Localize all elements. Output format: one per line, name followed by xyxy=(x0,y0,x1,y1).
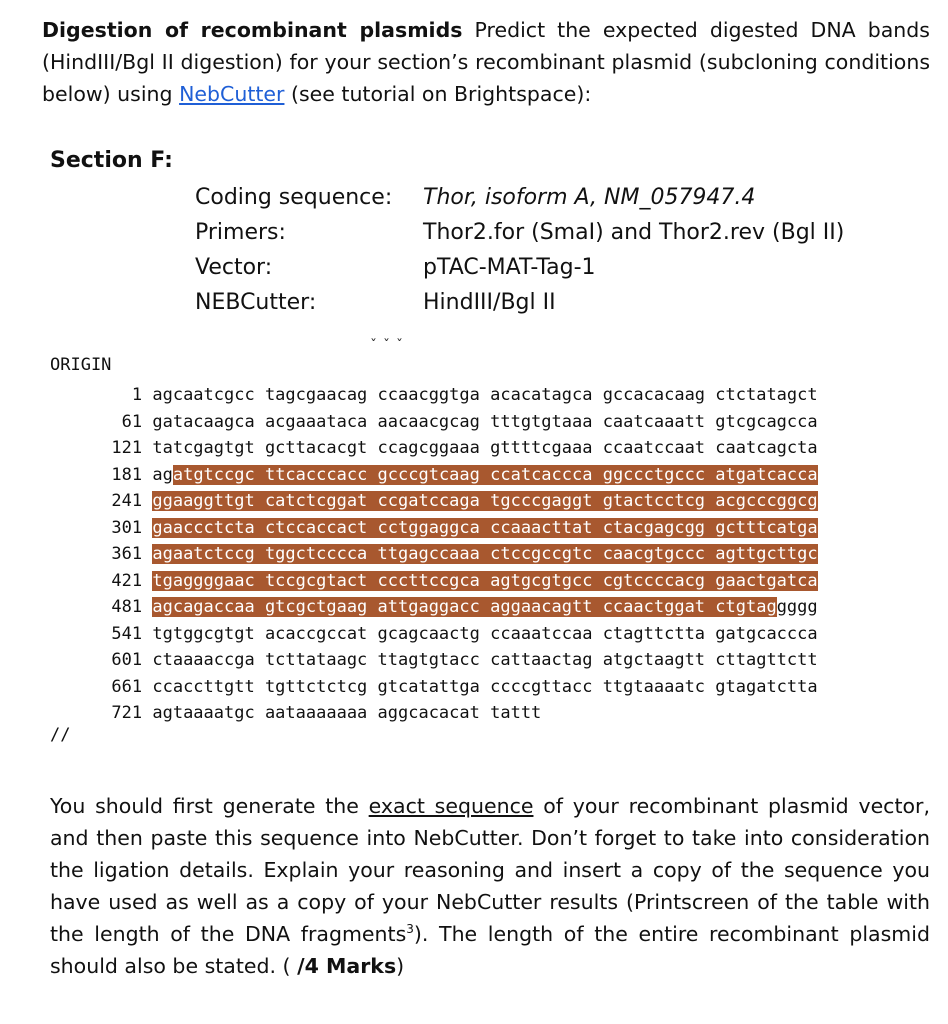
coding-sequence-highlight: ggaaggttgt catctcggat ccgatccaga tgcccgaggt gtactcctcg acgcccggcg xyxy=(152,491,818,511)
sequence-text: ccaccttgtt tgttctctcg gtcatattga ccccgttacc ttgtaaaatc gtagatctta xyxy=(152,676,818,697)
sequence-line xyxy=(50,700,818,727)
sequence-text: gggg xyxy=(776,597,818,617)
task-text: of your recombinant plasmid vector, and then paste this sequence into NebCutter. Don’t forget to take into consideration the ligation details. Explain your reasoning and insert a copy of the sequence you have used as well as a copy of your NebCutter results (Printscreen of the table with the length of the DNA fragments xyxy=(50,794,930,946)
sequence-position: 361 xyxy=(50,544,153,564)
nebcutter-link[interactable]: NebCutter xyxy=(179,82,285,106)
sequence-text: gatacaagca acgaaataca aacaacgcag tttgtgtaaa caatcaaatt gtcgcagcca xyxy=(152,411,818,432)
sequence-line xyxy=(50,435,818,462)
coding-sequence-highlight: agcagaccaa gtcgctgaag attgaggacc aggaacagtt ccaactggat ctgtag xyxy=(152,597,777,617)
dna-sequence-block xyxy=(50,382,818,727)
sequence-position: 721 xyxy=(50,703,153,723)
task-text: You should first generate the xyxy=(50,794,359,818)
sequence-position: 541 xyxy=(50,623,153,644)
info-value: Thor, isoform A, NM_057947.4 xyxy=(423,185,756,210)
sequence-text: ag xyxy=(152,464,173,485)
instructions-paragraph xyxy=(42,14,930,110)
marks-label: /4 Marks xyxy=(297,954,397,978)
sequence-position: 301 xyxy=(50,517,153,538)
info-label: Primers: xyxy=(195,220,286,245)
sequence-line xyxy=(50,621,818,648)
footnote-ref: 3 xyxy=(406,922,414,937)
sequence-end-mark: // xyxy=(50,725,71,745)
sequence-position: 121 xyxy=(50,438,153,458)
sequence-position: 241 xyxy=(50,491,153,511)
subcloning-conditions xyxy=(195,180,844,320)
task-text-close: ) xyxy=(396,954,405,978)
sequence-text: agcaatcgcc tagcgaacag ccaacggtga acacatagca gccacacaag ctctatagct xyxy=(152,385,818,405)
sequence-line xyxy=(50,541,818,568)
info-label: NEBCutter: xyxy=(195,290,317,315)
sequence-text: agtaaaatgc aataaaaaaa aggcacacat tattt xyxy=(152,703,542,723)
info-value: Thor2.for (SmaI) and Thor2.rev (Bgl II) xyxy=(423,220,845,245)
origin-label: ORIGIN xyxy=(50,355,112,375)
sequence-line xyxy=(50,515,818,542)
sequence-position: 61 xyxy=(50,411,153,432)
sequence-line xyxy=(50,647,818,674)
info-label: Vector: xyxy=(195,255,273,280)
task-text: ). The length of the entire recombinant plasmid should also be stated. ( xyxy=(50,922,930,978)
info-row-nebcutter xyxy=(195,285,844,320)
sequence-position: 481 xyxy=(50,597,153,617)
instructions-text: Predict the expected digested DNA bands (HindIII/Bgl II digestion) for your section’s recombinant plasmid (subcloning conditions below) using xyxy=(42,18,930,106)
instructions-heading: Digestion of recombinant plasmids xyxy=(42,18,463,42)
sequence-line xyxy=(50,409,818,436)
coding-sequence-highlight: agaatctccg tggctcccca ttgagccaaa ctccgccgtc caacgtgccc agttgcttgc xyxy=(152,544,818,564)
info-value: pTAC-MAT-Tag-1 xyxy=(423,255,596,280)
sequence-text: tgtggcgtgt acaccgccat gcagcaactg ccaaatccaa ctagttctta gatgcaccca xyxy=(152,623,818,644)
sequence-line xyxy=(50,568,818,595)
sequence-position: 1 xyxy=(50,385,153,405)
sequence-position: 421 xyxy=(50,570,153,591)
sequence-line xyxy=(50,462,818,489)
info-label: Coding sequence: xyxy=(195,185,393,210)
sequence-position: 661 xyxy=(50,676,153,697)
decorative-dots-icon: ˇˇˇ xyxy=(370,338,409,354)
instructions-text-end: (see tutorial on Brightspace): xyxy=(290,82,592,106)
coding-sequence-highlight: tgaggggaac tccgcgtact cccttccgca agtgcgtgcc cgtccccacg gaactgatca xyxy=(152,570,818,591)
sequence-text: tatcgagtgt gcttacacgt ccagcggaaa gttttcgaaa ccaatccaat caatcagcta xyxy=(152,438,818,458)
sequence-line xyxy=(50,674,818,701)
sequence-line xyxy=(50,488,818,515)
section-title: Section F: xyxy=(50,148,173,173)
coding-sequence-highlight: atgtccgc ttcacccacc gcccgtcaag ccatcaccca ggccctgccc atgatcacca xyxy=(172,464,818,485)
sequence-position: 601 xyxy=(50,650,153,670)
sequence-text: ctaaaaccga tcttataagc ttagtgtacc cattaactag atgctaagtt cttagttctt xyxy=(152,650,818,670)
sequence-position: 181 xyxy=(50,464,153,485)
info-row-primers xyxy=(195,215,844,250)
coding-sequence-highlight: gaaccctcta ctccaccact cctggaggca ccaaacttat ctacgagcgg gctttcatga xyxy=(152,517,818,538)
task-paragraph xyxy=(50,790,930,982)
sequence-line xyxy=(50,594,818,621)
info-value: HindIII/Bgl II xyxy=(423,290,556,315)
info-row-vector xyxy=(195,250,844,285)
exact-sequence-emphasis: exact sequence xyxy=(368,794,534,818)
info-row-coding-sequence xyxy=(195,180,844,215)
sequence-line xyxy=(50,382,818,409)
